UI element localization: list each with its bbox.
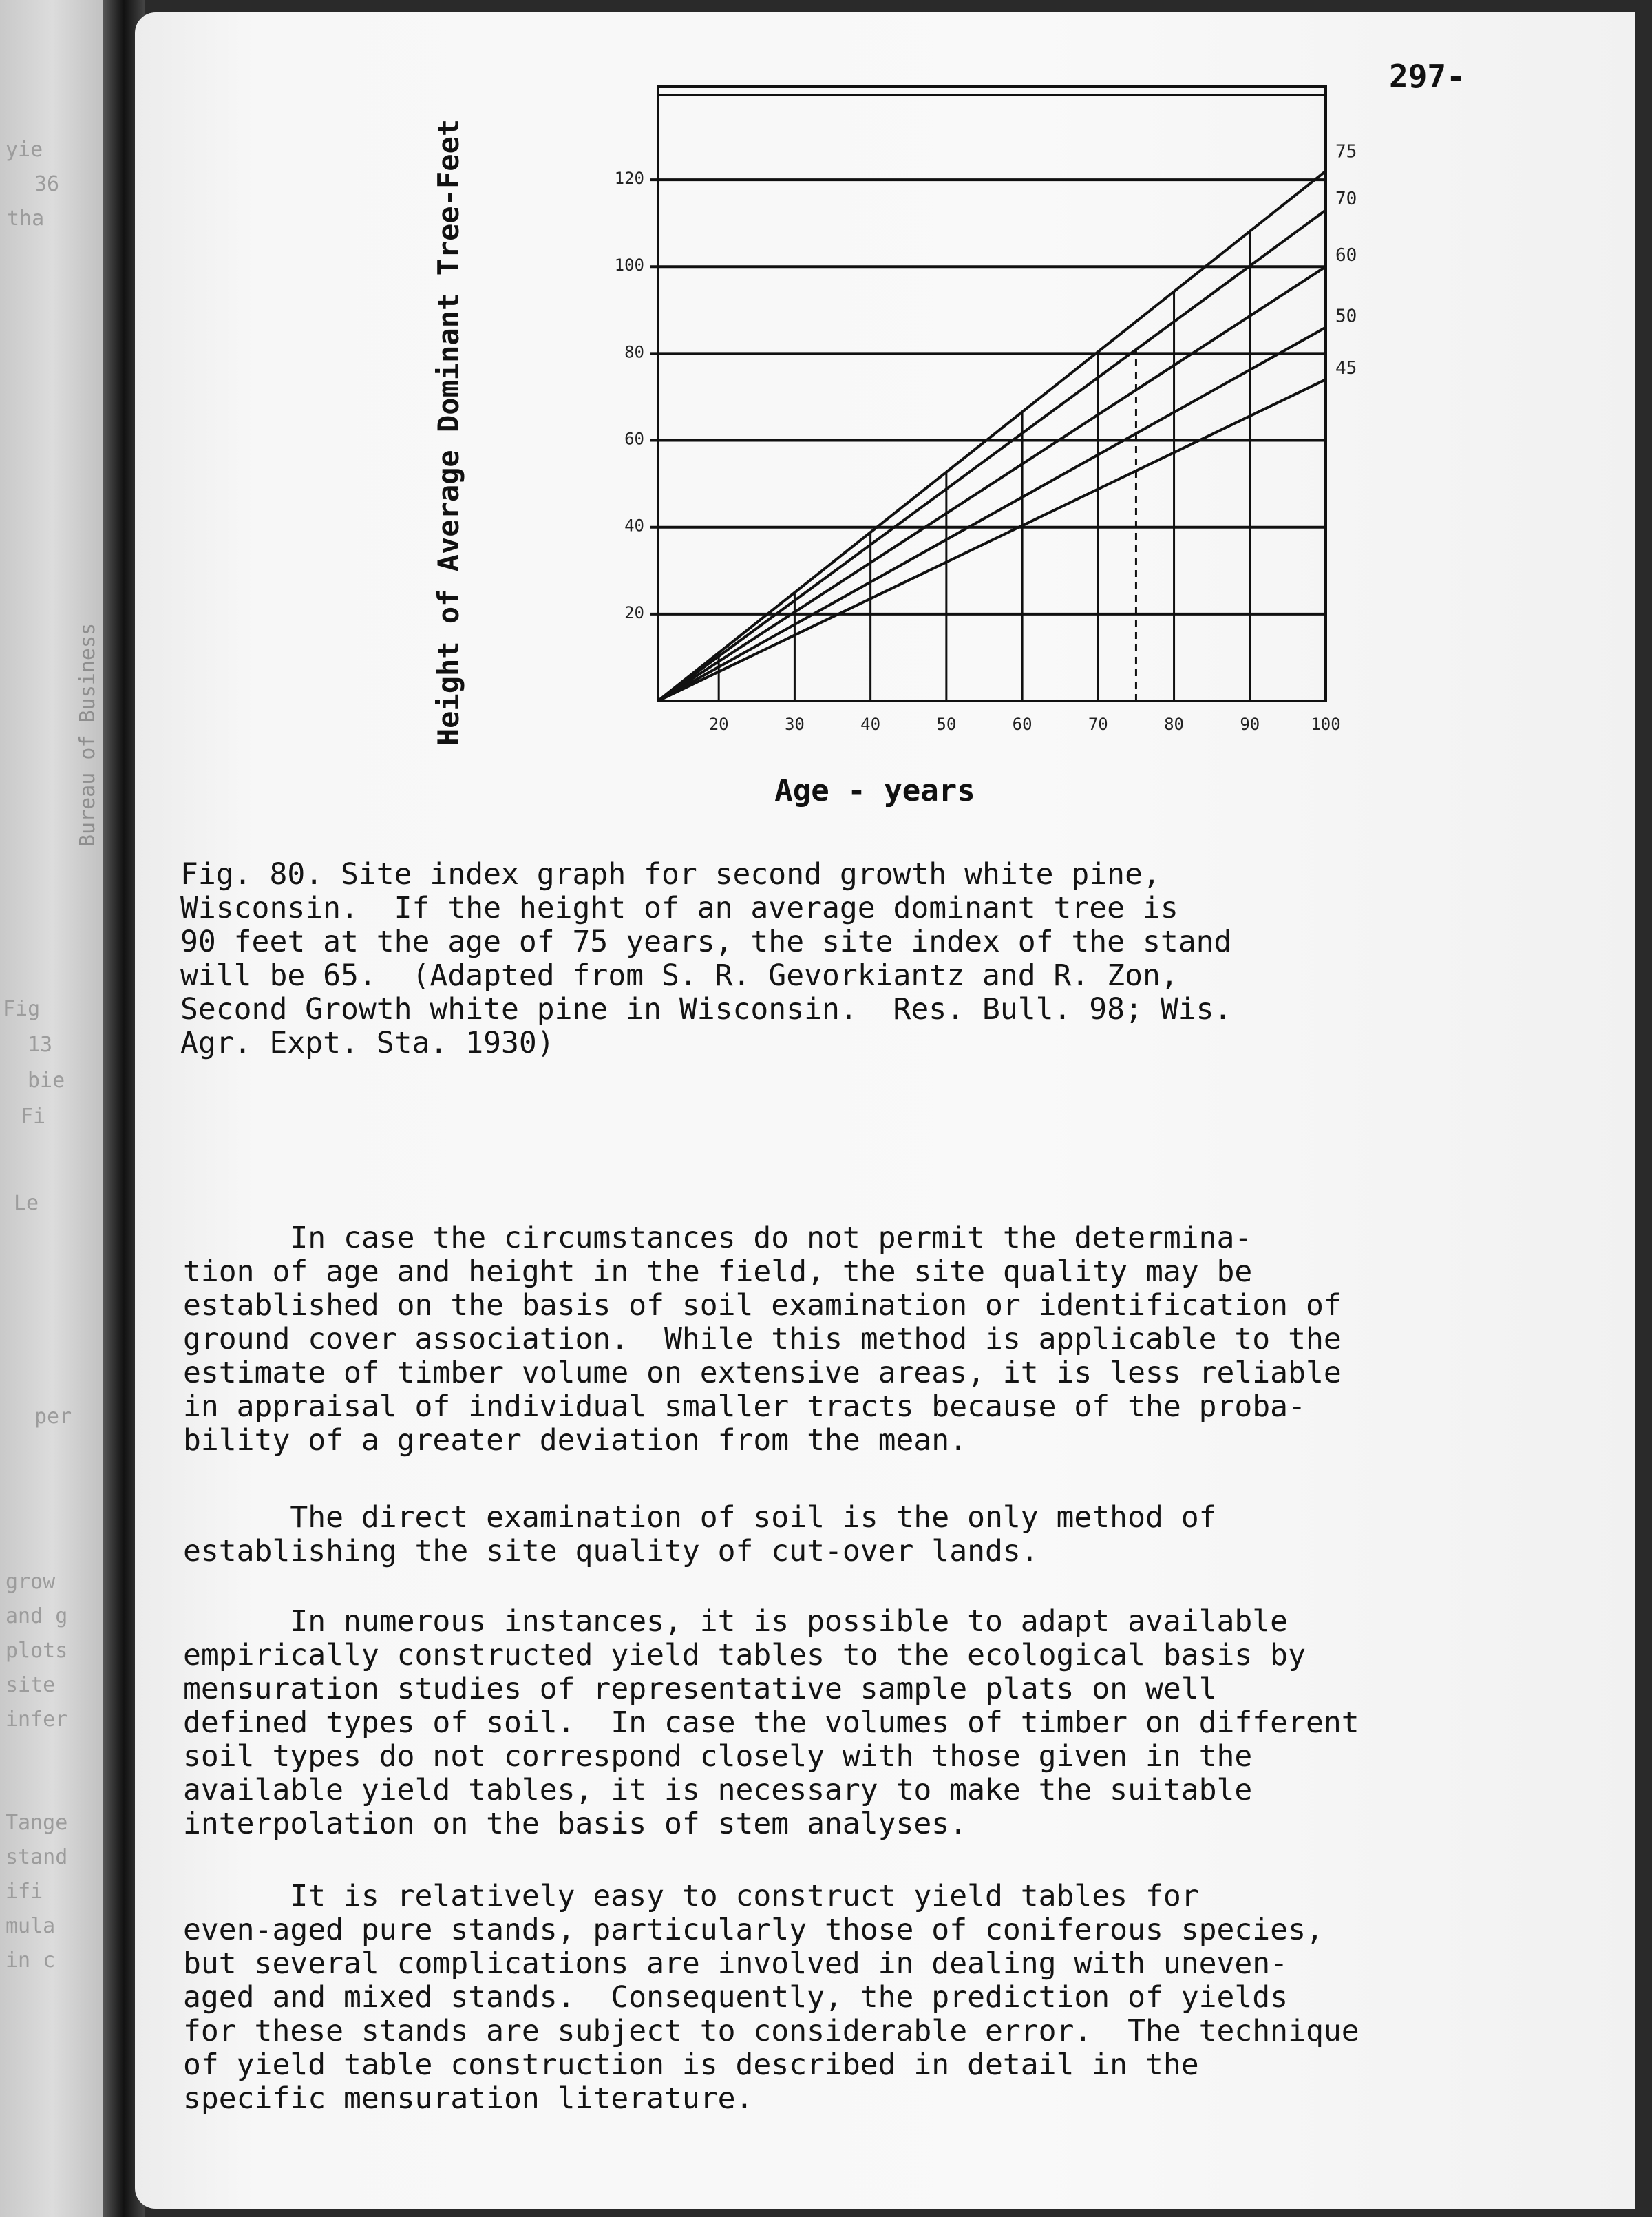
series-label: 45 xyxy=(1335,358,1357,379)
y-axis-label: Height of Average Dominant Tree-Feet xyxy=(432,118,465,746)
y-tick-label: 20 xyxy=(624,602,644,622)
y-tick-label: 80 xyxy=(624,342,644,362)
left-page-fragment: 36 xyxy=(34,172,60,196)
site-index-line-70 xyxy=(658,210,1326,701)
series-label: 70 xyxy=(1335,189,1357,210)
left-page-fragment: Le xyxy=(14,1191,39,1215)
left-page-fragment: 13 xyxy=(28,1033,53,1057)
series-label: 50 xyxy=(1335,306,1357,327)
left-page-fragment: and g xyxy=(6,1604,68,1628)
left-page-fragment: infer xyxy=(6,1708,68,1732)
paragraph-line: specific mensuration literature. xyxy=(183,2081,754,2116)
y-tick-label: 100 xyxy=(614,255,644,275)
paragraph-line: The direct examination of soil is the only method of xyxy=(183,1500,1217,1535)
paragraph-line: soil types do not correspond closely with those given in the xyxy=(183,1739,1253,1774)
left-page-fragment: plots xyxy=(6,1639,68,1663)
left-page-fragment: Fig xyxy=(3,997,41,1021)
paragraph-line: aged and mixed stands. Consequently, the prediction of yields xyxy=(183,1980,1289,2015)
left-page-fragment: tha xyxy=(7,207,45,231)
book-page xyxy=(135,12,1635,2209)
x-tick-label: 90 xyxy=(1240,715,1260,734)
paragraph-yield-table-construction xyxy=(183,1880,1560,2116)
paragraph-line: available yield tables, it is necessary to make the suitable xyxy=(183,1773,1253,1807)
y-tick-label: 60 xyxy=(624,429,644,449)
paragraph-line: of yield table construction is described in detail in the xyxy=(183,2048,1199,2082)
caption-line: Wisconsin. If the height of an average dominant tree is xyxy=(180,891,1178,925)
paragraph-line: estimate of timber volume on extensive areas, it is less reliable xyxy=(183,1356,1342,1390)
left-page-fragment: mula xyxy=(6,1914,56,1938)
figure-caption xyxy=(180,858,1557,1060)
left-page-fragment: bie xyxy=(28,1069,65,1093)
left-page-fragment: stand xyxy=(6,1845,68,1869)
caption-line: Fig. 80. Site index graph for second growth white pine, xyxy=(180,857,1161,892)
paragraph-yield-tables-adaptation xyxy=(183,1605,1560,1841)
left-page-fragment: Fi xyxy=(21,1104,46,1128)
site-index-line-50 xyxy=(658,328,1326,701)
paragraph-line: in appraisal of individual smaller tracts because of the proba- xyxy=(183,1389,1306,1424)
x-tick-label: 80 xyxy=(1164,715,1184,734)
caption-line: Agr. Expt. Sta. 1930) xyxy=(180,1026,555,1060)
x-tick-label: 60 xyxy=(1012,715,1032,734)
site-index-chart xyxy=(410,40,1374,811)
left-page-fragment: grow xyxy=(6,1570,56,1594)
left-page-vertical-text: Bureau of Business xyxy=(76,622,100,847)
page-number: 297- xyxy=(1389,58,1465,95)
paragraph-line: In case the circumstances do not permit the determina- xyxy=(183,1221,1253,1255)
paragraph-line: even-aged pure stands, particularly those of coniferous species, xyxy=(183,1913,1324,1947)
series-label: 60 xyxy=(1335,245,1357,266)
paragraph-line: defined types of soil. In case the volumes of timber on different xyxy=(183,1705,1359,1740)
left-page-fragment: site xyxy=(6,1673,56,1697)
left-page-fragment: in c xyxy=(6,1948,56,1973)
paragraph-line: mensuration studies of representative sample plats on well xyxy=(183,1672,1217,1706)
caption-line: will be 65. (Adapted from S. R. Gevorkiantz and R. Zon, xyxy=(180,958,1178,993)
paragraph-line: bility of a greater deviation from the mean. xyxy=(183,1423,968,1458)
paragraph-cut-over-lands xyxy=(183,1501,1560,1568)
caption-line: Second Growth white pine in Wisconsin. Res. Bull. 98; Wis. xyxy=(180,992,1232,1027)
site-index-line-75 xyxy=(658,171,1326,701)
paragraph-soil-examination xyxy=(183,1221,1560,1458)
x-tick-label: 30 xyxy=(784,715,805,734)
paragraph-line: establishing the site quality of cut-over lands. xyxy=(183,1534,1039,1568)
x-tick-label: 40 xyxy=(860,715,881,734)
left-page-fragment: per xyxy=(34,1405,72,1429)
paragraph-line: It is relatively easy to construct yield tables for xyxy=(183,1879,1199,1913)
series-label: 75 xyxy=(1335,141,1357,162)
paragraph-line: empirically constructed yield tables to the ecological basis by xyxy=(183,1638,1306,1672)
chart-labels xyxy=(615,141,1357,734)
y-tick-label: 40 xyxy=(624,516,644,536)
paragraph-line: tion of age and height in the field, the site quality may be xyxy=(183,1254,1253,1289)
left-page-fragment: yie xyxy=(6,138,43,162)
chart-series-lines xyxy=(658,171,1326,701)
x-axis-label: Age - years xyxy=(774,773,975,808)
site-index-line-45 xyxy=(658,379,1326,701)
paragraph-line: established on the basis of soil examination or identification of xyxy=(183,1288,1342,1323)
x-tick-label: 50 xyxy=(936,715,957,734)
left-page-fragment: Tange xyxy=(6,1811,68,1835)
x-tick-label: 70 xyxy=(1088,715,1108,734)
left-page-fragment: ifi xyxy=(6,1880,43,1904)
y-tick-label: 120 xyxy=(614,169,644,189)
paragraph-line: but several complications are involved in dealing with uneven- xyxy=(183,1946,1289,1981)
site-index-line-60 xyxy=(658,266,1326,701)
paragraph-line: ground cover association. While this method is applicable to the xyxy=(183,1322,1342,1356)
paragraph-line: interpolation on the basis of stem analyses. xyxy=(183,1807,968,1841)
paragraph-line: for these stands are subject to considerable error. The technique xyxy=(183,2014,1359,2048)
chart-gridlines xyxy=(650,87,1326,701)
paragraph-line: In numerous instances, it is possible to adapt available xyxy=(183,1604,1289,1639)
x-tick-label: 20 xyxy=(708,715,729,734)
x-tick-label: 100 xyxy=(1311,715,1341,734)
caption-line: 90 feet at the age of 75 years, the site index of the stand xyxy=(180,925,1232,959)
